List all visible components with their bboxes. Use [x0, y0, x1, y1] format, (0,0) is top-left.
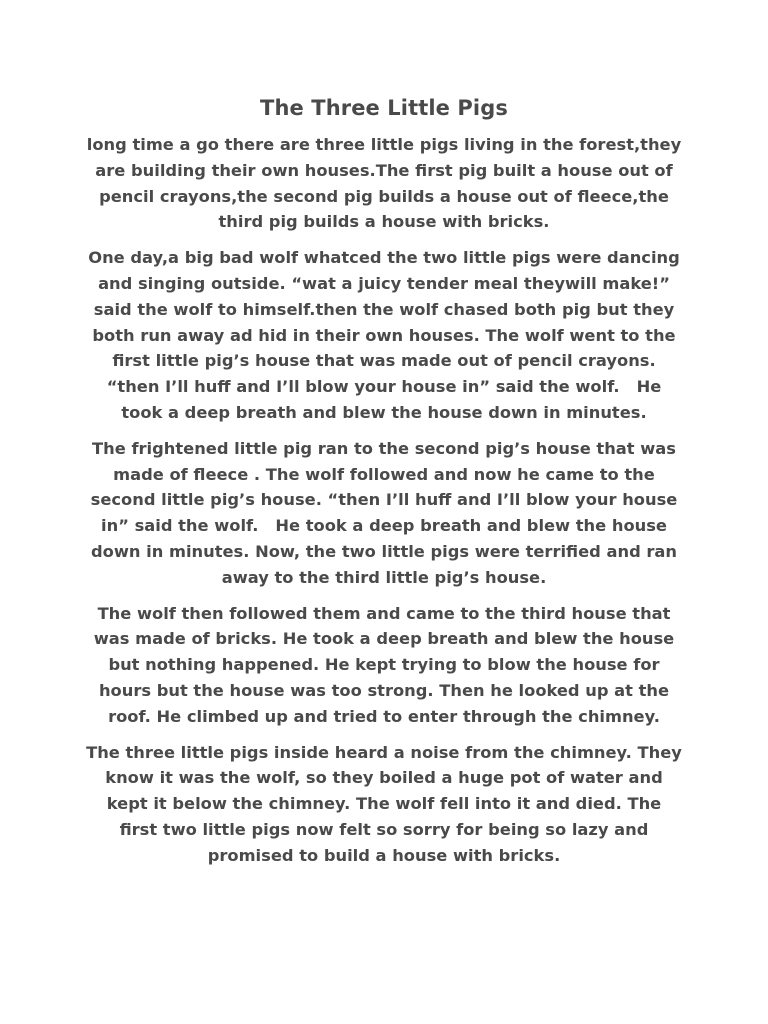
document-title: The Three Little Pigs	[260, 96, 508, 120]
paragraph-4: The wolf then followed them and came to the third house that was made of bricks. He took a deep breath and blew the house but nothing happened. He kept trying to blow the house for hours but the house was too strong. Then he looked up at the roof. He climbed up and tried to enter through the chimney.	[93, 603, 680, 726]
paragraph-3: The frightened little pig ran to the second pig’s house that was made of fleece . The wolf followed and now he came to the second little pig’s house. “then I’ll huff and I’ll blow your house in” said the wolf. He took a deep breath and blew the house down in minutes. Now, the two little pigs were terrified and ran away to the third little pig’s house.	[90, 438, 683, 587]
paragraph-1: long time a go there are three little pigs living in the forest,they are building their own houses.The first pig built a house out of pencil crayons,the second pig builds a house out of fleece,the third pig builds a house with bricks.	[86, 135, 687, 232]
paragraph-5: The three little pigs inside heard a noise from the chimney. They know it was the wolf, so they boiled a huge pot of water and kept it below the chimney. The wolf fell into it and died. The first two little pigs now felt so sorry for being so lazy and promised to build a house with bricks.	[86, 742, 688, 865]
paragraph-2: One day,a big bad wolf whatced the two little pigs were dancing and singing outside. “wat a juicy tender meal theywill make!” said the wolf to himself.then the wolf chased both pig but they both run away ad hid in their own houses. The wolf went to the first little pig’s house that was made out of pencil crayons. “then I’ll huff and I’ll blow your house in” said the wolf. He took a deep breath and blew the house down in minutes.	[88, 248, 686, 422]
